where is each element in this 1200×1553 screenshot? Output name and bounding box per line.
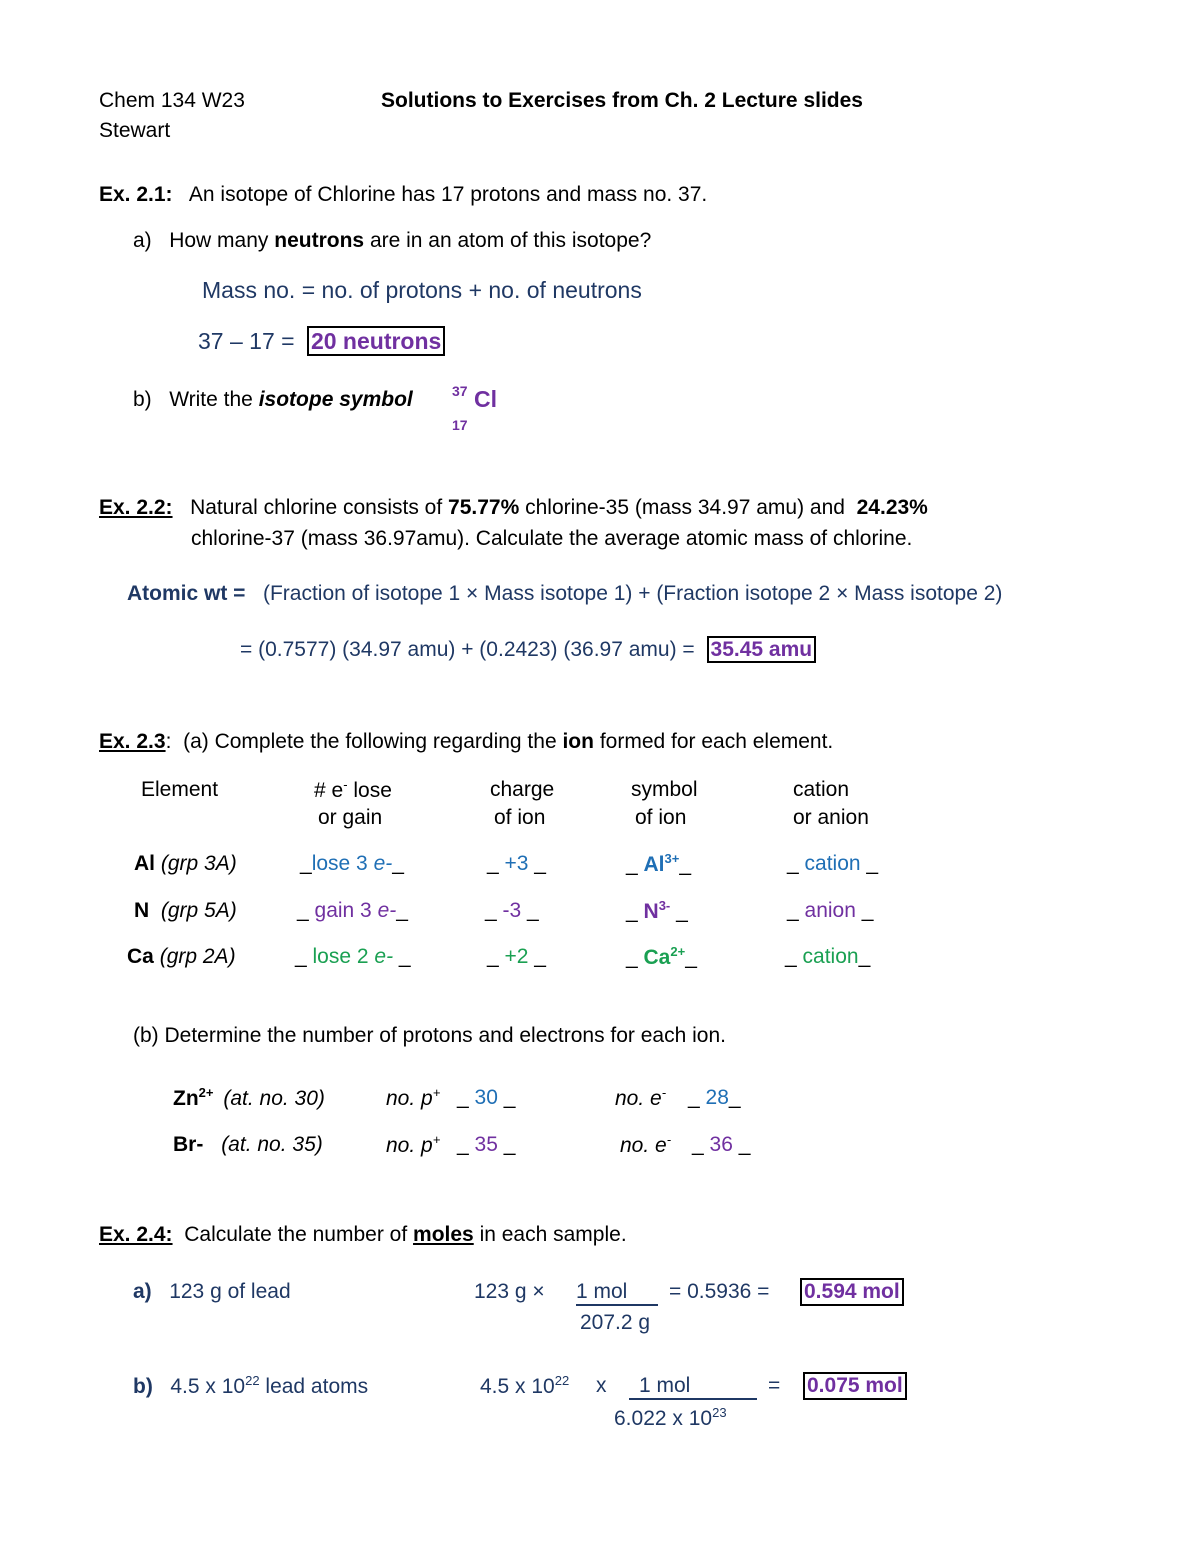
ex24-a-denominator: 207.2 g — [580, 1311, 651, 1334]
ion-symbol: Br- — [173, 1133, 204, 1156]
page-title: Solutions to Exercises from Ch. 2 Lecture slides — [381, 89, 863, 112]
row-element-symbol: Al — [134, 852, 155, 875]
table-row-element — [134, 852, 237, 876]
row-pre: _ — [487, 852, 505, 875]
ion-protons-value: _ 35 _ — [457, 1133, 516, 1156]
row-ion-symbol: Ca — [643, 946, 671, 969]
row-pre: _ — [487, 945, 505, 968]
ex21-part-b — [133, 388, 413, 412]
row-post: _ — [521, 899, 539, 922]
row-group: (grp 2A) — [159, 945, 236, 968]
ex21-a-bold: neutrons — [274, 229, 365, 252]
row-electron: e- — [377, 899, 397, 922]
table-row-symbol — [626, 945, 697, 970]
ex24-a-text: 123 g of lead — [169, 1280, 291, 1303]
row-post: _ — [685, 946, 697, 969]
table-row-charge — [487, 852, 546, 876]
protons-value: 30 — [474, 1086, 498, 1109]
col-header-charge: charge — [490, 778, 555, 801]
row-lose-gain-value: lose 2 — [312, 945, 375, 968]
ex24-b-numerator: 1 mol — [629, 1374, 757, 1400]
row-pre: _ — [787, 899, 805, 922]
ex21-a-post: are in an atom of this isotope? — [369, 229, 652, 252]
col-header-symbol-2: of ion — [635, 806, 687, 829]
ex21-label: Ex. 2.1: — [99, 183, 173, 206]
row-ion-charge: 3- — [658, 898, 671, 913]
ex21-b-pre: Write the — [169, 388, 253, 411]
row-pre: _ — [297, 899, 315, 922]
row-post: _ — [858, 945, 871, 968]
header-e-sup: - — [343, 777, 348, 792]
electrons-post: _ — [728, 1086, 741, 1109]
table-row-symbol — [626, 852, 691, 877]
row-charge-value: +3 — [504, 852, 529, 875]
row-post: _ — [860, 852, 879, 875]
ex24-b-text-post: lead atoms — [259, 1375, 369, 1398]
row-pre: _ — [626, 946, 644, 969]
row-ion-symbol: Al — [643, 853, 665, 876]
ion-name — [173, 1086, 325, 1111]
electrons-sup: - — [661, 1085, 667, 1100]
col-header-charge-2: of ion — [494, 806, 546, 829]
ex24-a-result: = 0.5936 = — [669, 1280, 770, 1303]
col-header-element: Element — [141, 778, 219, 801]
ex23-part-a-post: formed for each element. — [599, 730, 834, 753]
ex24-prompt-moles: moles — [413, 1223, 474, 1246]
row-ion-type: anion — [804, 899, 856, 922]
row-lose-gain-value: lose 3 — [311, 852, 374, 875]
ex24-b-den-sup: 23 — [712, 1405, 727, 1420]
row-pre: _ — [785, 945, 803, 968]
table-row-lose-gain — [300, 852, 404, 876]
col-header-cation: cation — [793, 778, 850, 801]
ion-electrons — [620, 1133, 671, 1158]
ex22-line1-a: Natural chlorine consists of — [190, 496, 443, 519]
ex24-b-given-sup: 22 — [554, 1373, 570, 1388]
col-header-lose-gain — [314, 778, 392, 803]
ex22-formula-label: Atomic wt = — [127, 582, 246, 605]
ion-protons-value: _ 30 _ — [457, 1086, 516, 1109]
row-pre: _ — [295, 945, 313, 968]
row-post: _ — [528, 852, 546, 875]
ex24-b-marker: b) — [133, 1375, 153, 1398]
table-row-type — [785, 945, 870, 969]
row-post: _ — [670, 900, 688, 923]
row-ion-charge: 2+ — [670, 944, 686, 959]
ex24-b-text-pre: 4.5 x 10 — [170, 1375, 246, 1398]
row-ion-type: cation — [802, 945, 859, 968]
ex24-a-answer-box: 0.594 mol — [800, 1278, 904, 1306]
ion-atomic-number: (at. no. 35) — [221, 1133, 323, 1156]
isotope-element-symbol: Cl — [474, 386, 497, 412]
ex24-b-answer-box: 0.075 mol — [803, 1372, 907, 1400]
row-post: _ — [396, 899, 408, 922]
row-post: _ — [393, 945, 411, 968]
row-charge-value: +2 — [504, 945, 529, 968]
table-row-element — [127, 945, 236, 969]
protons-sup: + — [432, 1132, 441, 1147]
ex24-prompt-pre: Calculate the number of — [184, 1223, 408, 1246]
row-pre: _ — [787, 852, 805, 875]
row-post: _ — [679, 853, 692, 876]
ex24-b-times: x — [596, 1374, 607, 1397]
ex21-eq2-text: 37 – 17 = — [198, 328, 295, 354]
ex21-a-pre: How many — [169, 229, 269, 252]
ion-name — [173, 1133, 323, 1157]
ion-charge: 2+ — [198, 1085, 214, 1100]
electrons-value: 28 — [705, 1086, 729, 1109]
table-row-element — [134, 899, 237, 923]
row-post: _ — [528, 945, 546, 968]
row-post: _ — [855, 899, 874, 922]
ex21-b-bold: isotope symbol — [258, 388, 413, 411]
ion-protons — [386, 1133, 440, 1158]
ex21-equation-1: Mass no. = no. of protons + no. of neutrons — [202, 277, 642, 303]
ex24-a-numerator: 1 mol — [576, 1280, 658, 1306]
electrons-label: no. e — [615, 1087, 662, 1110]
ion-atomic-number: (at. no. 30) — [223, 1087, 325, 1110]
ex24-prompt-post: in each sample. — [479, 1223, 627, 1246]
ex24-prompt — [99, 1223, 627, 1247]
row-electron: e- — [374, 945, 394, 968]
ex23-part-b — [133, 1024, 726, 1048]
ex23-colon: : — [165, 730, 172, 753]
ex21-a-marker: a) — [133, 229, 152, 252]
ex21-part-a — [133, 229, 651, 253]
ion-symbol: Zn — [173, 1087, 199, 1110]
protons-label: no. p — [386, 1087, 433, 1110]
ex22-formula-text: (Fraction of isotope 1 × Mass isotope 1) + (Fraction isotope 2 × Mass isotope 2) — [262, 582, 1003, 605]
ex23-part-a — [99, 730, 833, 754]
protons-label: no. p — [386, 1134, 433, 1157]
row-pre: _ — [626, 900, 644, 923]
ex24-b-denominator — [614, 1406, 727, 1431]
ex21-prompt-text: An isotope of Chlorine has 17 protons and mass no. 37. — [188, 183, 708, 206]
protons-sup: + — [432, 1085, 441, 1100]
header-lose: lose — [347, 779, 392, 802]
ex24-b-text-sup: 22 — [245, 1373, 260, 1388]
ion-protons — [386, 1086, 440, 1111]
isotope-atomic-number: 17 — [452, 417, 468, 433]
ex23-part-a-pre: (a) Complete the following regarding the — [183, 730, 557, 753]
header-e-prefix: # e — [314, 779, 344, 802]
ex24-b-given — [480, 1374, 569, 1399]
electrons-post: _ — [732, 1133, 751, 1156]
ex24-a-label — [133, 1280, 291, 1304]
col-header-symbol: symbol — [631, 778, 698, 801]
electrons-value: 36 — [709, 1133, 733, 1156]
table-row-lose-gain — [297, 899, 408, 923]
isotope-mass-number: 37 — [452, 383, 468, 399]
ex24-b-equals: = — [768, 1374, 781, 1397]
row-pre: _ — [626, 853, 644, 876]
ex24-a-marker: a) — [133, 1280, 152, 1303]
ex22-line-2: chlorine-37 (mass 36.97amu). Calculate the average atomic mass of chlorine. — [191, 527, 913, 550]
table-row-charge — [487, 945, 546, 969]
ex22-line1-b: chlorine-35 (mass 34.97 amu) and — [525, 496, 845, 519]
ex23-part-b-text: (b) Determine the number of protons and electrons for each ion. — [133, 1024, 726, 1047]
ex21-answer-box: 20 neutrons — [307, 326, 445, 356]
ex21-b-marker: b) — [133, 388, 152, 411]
row-ion-symbol: N — [643, 900, 659, 923]
table-row-symbol — [626, 899, 688, 924]
ex21-equation-2 — [198, 328, 445, 354]
row-group: (grp 3A) — [160, 852, 237, 875]
ex24-b-label — [133, 1374, 368, 1399]
row-electron: e- — [373, 852, 393, 875]
row-group: (grp 5A) — [160, 899, 237, 922]
ion-electrons-value: _ 36 _ — [692, 1133, 751, 1156]
ex24-a-given: 123 g × — [474, 1280, 545, 1303]
ex22-calculation — [240, 638, 816, 662]
row-ion-charge: 3+ — [664, 851, 680, 866]
protons-value: 35 — [474, 1133, 498, 1156]
table-row-type — [787, 899, 873, 923]
row-element-symbol: N — [134, 899, 150, 922]
electrons-label: no. e — [620, 1134, 667, 1157]
electrons-sup: - — [666, 1132, 672, 1147]
ex22-formula — [127, 582, 1002, 606]
ex24-b-den-pre: 6.022 x 10 — [614, 1407, 713, 1430]
ex22-answer-box: 35.45 amu — [707, 636, 817, 663]
ex22-label: Ex. 2.2: — [99, 496, 173, 519]
ex21-prompt — [99, 183, 707, 207]
ex23-part-a-bold: ion — [562, 730, 594, 753]
ex22-pct2: 24.23% — [856, 496, 928, 519]
ex22-line-1 — [99, 496, 928, 520]
row-pre: _ — [300, 852, 312, 875]
row-ion-type: cation — [804, 852, 861, 875]
col-header-lose-gain-2: or gain — [318, 806, 383, 829]
row-post: _ — [392, 852, 404, 875]
col-header-cation-2: or anion — [793, 806, 869, 829]
table-row-lose-gain — [295, 945, 411, 969]
ex23-label: Ex. 2.3 — [99, 730, 166, 753]
ex22-pct1: 75.77% — [448, 496, 520, 519]
course-code: Chem 134 W23 — [99, 89, 245, 112]
ex24-label: Ex. 2.4: — [99, 1223, 173, 1246]
row-element-symbol: Ca — [127, 945, 154, 968]
ion-electrons — [615, 1086, 666, 1111]
table-row-type — [787, 852, 878, 876]
ex24-b-given-pre: 4.5 x 10 — [480, 1375, 555, 1398]
table-row-charge — [485, 899, 539, 923]
ion-electrons-value: _ 28_ — [688, 1086, 741, 1109]
row-charge-value: -3 — [502, 899, 522, 922]
row-lose-gain-value: gain 3 — [314, 899, 378, 922]
instructor-name: Stewart — [99, 119, 171, 142]
ex22-calc-text: = (0.7577) (34.97 amu) + (0.2423) (36.97 amu) = — [240, 638, 695, 661]
row-pre: _ — [485, 899, 503, 922]
